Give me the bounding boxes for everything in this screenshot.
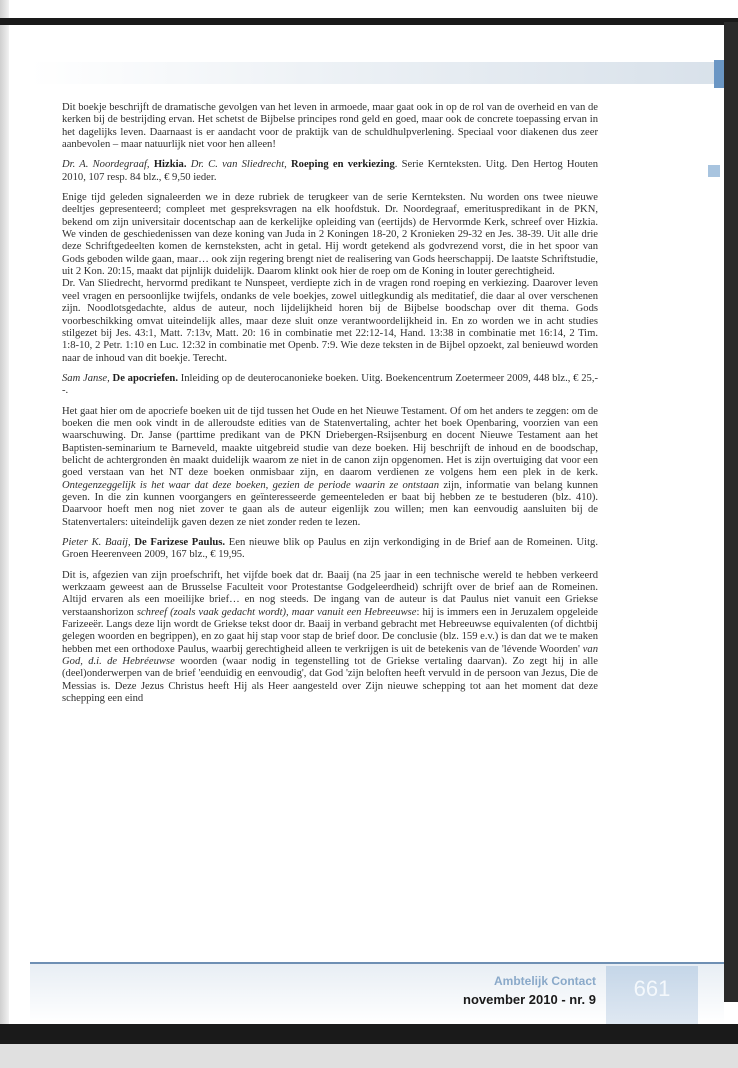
book-author: Dr. A. Noordegraaf, — [62, 159, 150, 171]
book-details: . Serie Kernteksten. Uitg. Den Hertog Houten 2010, 107 resp. 84 blz., € 9,50 ieder. — [62, 159, 599, 183]
header-band — [30, 62, 724, 84]
page-number: 661 — [633, 976, 671, 1001]
book-details: Inleiding op de deuterocanonieke boeken. Uitg. Boekencentrum Zoetermeer 2009, 448 blz., € 25,--. — [62, 372, 598, 397]
scan-edge-bottom-light — [0, 1044, 738, 1068]
review-apocriefen — [62, 406, 598, 529]
book-entry-apocriefen — [62, 373, 598, 398]
review-text: : hij is immers een in Jeruzalem opgeleide Farizeeër. Langs deze lijn wordt de Griekse tekst door dr. Baaij in verband gebracht met Hebreeuwse equivalenten (of dichtbij gelegen woorden en begrippen), en zo gaat hij stap voor stap de brief door. De conclusie (blz. 159 e.v.) is dan dat we te maken hebben met een orthodoxe Paulus, waarbij gerechtigheid alleen te verkrijgen is uit de betekenis van de 'lévende Woorden' — [62, 606, 598, 655]
review-text: Dit is, afgezien van zijn proefschrift, het vijfde boek dat dr. Baaij (na 25 jaar in een technische wereld te hebben verkeerd werkzaam geweest aan de Brusselse Faculteit voor Protestantse Godgeleerdheid) schrijft over de brief aan de Romeinen. Altijd ervaren als een moeilijke brief… en nog steeds. De ingang van de auteur is dat Paulus niet vanuit een Griekse verstaanshorizon — [62, 569, 598, 618]
review-text: zijn, informatie van belang kunnen geven. In die zin kunnen voorgangers en geïnteresseerde gemeenteleden er baat bij hebben ze te bestuderen (blz. 410). Daarvoor hoeft men nog niet zover te gaan als de auteur eigenlijk zou willen; men kan eenvoudig aansluiten bij de Statenvertalers: uiteindelijk gaven dezen ze niet zonder reden te lezen. — [62, 479, 598, 528]
intro-paragraph: Dit boekje beschrijft de dramatische gevolgen van het leven in armoede, maar gaat ook in op de rol van de overheid en van de kerken bij de bestrijding ervan. Het schetst de Bijbelse principes rond geld en goed, maar ook de concrete toepassing ervan in het dagelijks leven. Daarnaast is er aandacht voor de praktijk van de schuldhulpverlening. Speciaal voor diakenen dus zeer aanbevolen – maar natuurlijk niet voor hen alleen! — [62, 102, 598, 151]
book-author: Dr. C. van Sliedrecht, — [190, 159, 287, 171]
book-author: Pieter K. Baaij, — [62, 537, 131, 548]
footer-rule — [30, 962, 724, 964]
review-roeping: Dr. Van Sliedrecht, hervormd predikant te Nunspeet, verdiepte zich in de vragen rond roeping en verkiezing. Daarover leven veel vragen en persoonlijke twijfels, ondanks de vele boekjes, zowel uitlegkundig als meditatief, die daar al over verschenen zijn. Noodlotsgedachte, aldus de auteur, noch lijdelijkheid horen bij de Bijbelse boodschap over dit thema. Gods voorbeschikking omvat uiteindelijk alles, maar deze sluit onze verantwoordelijkheid in. En zo worden we in acht studies stilgezet bij Jes. 43:1, Matt. 7:13v, Matt. 20: 16 in combinatie met 22:12-14, Hand. 13:38 in combinatie met 16:14, 2 Tim. 1:8-10, 2 Petr. 1:10 en Luc. 12:32 in combinatie met Openb. 7:9. Wie deze teksten in de Bijbel opzoekt, zal benieuwd worden naar de inhoud van dit boekje. Terecht. — [62, 278, 598, 364]
scan-edge-left — [0, 0, 9, 1068]
article-body — [62, 102, 598, 705]
scan-edge-bottom — [0, 1024, 738, 1044]
review-quote: Ontegenzeggelijk is het waar dat deze boeken, gezien de periode waarin ze ontstaan — [62, 479, 439, 491]
review-quote: schreef (zoals vaak gedacht wordt), maar vanuit een Hebreeuwse — [136, 606, 417, 618]
review-text: woorden (waar nodig in tegenstelling tot de Griekse vertaling daarvan). Zo zegt hij in alle (deel)onderwerpen van de brief 'eenduidig en eenvoudig', dat God 'zijn beloften heeft vervuld in de persoon van Jezus, Die de Messias is. Deze Jezus Christus heeft Hij als Heer aangesteld over Zijn nieuwe schepping tot aan het moment dat deze schepping een eind — [62, 656, 598, 705]
scan-edge-right — [724, 22, 738, 1002]
publication-name: Ambtelijk Contact — [493, 974, 596, 988]
margin-marker — [708, 165, 720, 177]
book-title: De Farizese Paulus. — [134, 537, 226, 548]
review-quote: van God, d.i. de Hebréeuwse — [62, 643, 598, 668]
book-entry-kernteksten — [62, 159, 598, 184]
review-hizkia: Enige tijd geleden signaleerden we in deze rubriek de terugkeer van de serie Kernteksten. Nu worden ons twee nieuwe deeltjes gepresenteerd; compleet met gespreksvragen na elk hoofdstuk. Dr. Noordegraaf, emerituspredikant in de PKN, bekend om zijn universitair docentschap aan de kerkelijke opleiding van (eertijds) de Hervormde Kerk, schreef over Hizkia. We vinden de geschiedenissen van deze koning van Juda in 2 Koningen 18-20, 2 Kronieken 29-32 en Jes. 38-39. Uit alle drie deze Schriftgedeelten komen de kernsteksten, acht in getal. Hij wordt getekend als godvrezend vorst, die in het spoor van Gods geboden wilde gaan, maar… ook zijn regering brengt niet de realisering van Gods heerschappij. De laatste Schriftstudie, uit 2 Kon. 20:15, maakt dat pijnlijk duidelijk. Daarom klinkt ook hier de roep om de Koning in louter gerechtigheid. — [62, 192, 598, 278]
header-band-accent — [714, 60, 724, 88]
issue-label: november 2010 - nr. 9 — [463, 992, 596, 1007]
book-details: Een nieuwe blik op Paulus en zijn verkondiging in de Brief aan de Romeinen. Uitg. Groen Heerenveen 2009, 167 blz., € 19,95. — [62, 537, 598, 561]
book-title: Roeping en verkiezing — [291, 159, 395, 171]
scan-edge-top — [0, 18, 738, 25]
book-entry-paulus — [62, 537, 598, 562]
book-title: Hizkia. — [153, 159, 187, 171]
book-author: Sam Janse, — [62, 372, 110, 384]
review-text: Het gaat hier om de apocriefe boeken uit de tijd tussen het Oude en het Nieuwe Testament. Of om het anders te zeggen: om de boeken die men ook vindt in de alleroudste edities van de Statenvertaling, achter het boek Openbaring, voorzien van een waarschuwing. Dr. Janse (parttime predikant van de PKN Driebergen-Rsijsenburg en docent Nieuwe Testament aan het Baptisten-seminarium te Barneveld, maakte uitgebreid studie van deze boeken. Hij beschrijft de inhoud en de boodschap, belicht de achtergronden èn maakt duidelijk waarom ze niet in de canon zijn opgenomen. Het is zijn overtuiging dat voor een goed verstaan van het NT deze boeken onmisbaar zijn, en daarom verdienen ze volgens hem een plek in de kerk. — [62, 405, 598, 479]
book-title: De apocriefen. — [112, 372, 178, 384]
review-paulus — [62, 570, 598, 706]
